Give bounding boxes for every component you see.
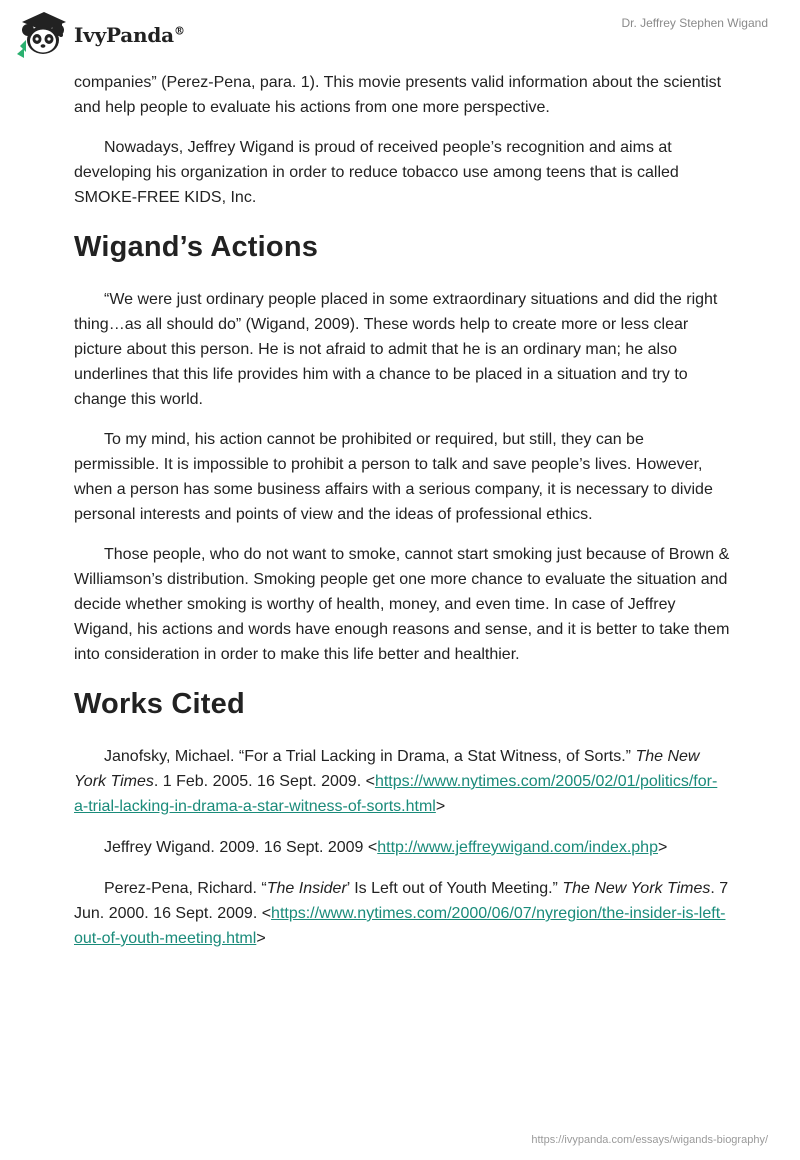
running-title: Dr. Jeffrey Stephen Wigand — [621, 16, 768, 30]
footer-source-url: https://ivypanda.com/essays/wigands-biography/ — [531, 1134, 768, 1146]
citation-link-janofsky[interactable]: https://www.nytimes.com/2005/02/01/politics/for-a-trial-lacking-in-drama-a-star-witness-of-sorts.html — [74, 773, 718, 815]
citation-janofsky: Janofsky, Michael. “For a Trial Lacking in Drama, a Stat Witness, of Sorts.” The New York Times. 1 Feb. 2005. 16 Sept. 2009. <https://www.nytimes.com/2005/02/01/politics/for-a-trial-lacking-in-drama-a-star-witness-of-sorts.html> — [74, 748, 718, 815]
ivypanda-logo[interactable] — [14, 8, 185, 58]
paragraph-actions-1: “We were just ordinary people placed in some extraordinary situations and did the right thing…as all should do” (Wigand, 2009). These words help to create more or less clear picture about this person. He is not afraid to admit that he is an ordinary man; he also underlines that this life provides him with a chance to be placed in a situation and try to change this world. — [74, 291, 718, 408]
logo-wordmark: IvyPanda® — [74, 23, 185, 47]
panda-graduate-icon — [14, 8, 70, 58]
paragraph-actions-3: Those people, who do not want to smoke, cannot start smoking just because of Brown & Williamson’s distribution. Smoking people get one more chance to evaluate the situation and decide whether smoking is worthy of health, money, and even time. In case of Jeffrey Wigand, his actions and words have enough reasons and sense, and it is better to take them into consideration in order to make this life better and healthier. — [74, 546, 730, 663]
heading-wigands-actions: Wigand’s Actions — [74, 231, 319, 263]
essay-content — [74, 70, 730, 967]
citation-link-perez-pena[interactable]: https://www.nytimes.com/2000/06/07/nyregion/the-insider-is-left-out-of-youth-meeting.html — [74, 905, 726, 947]
paragraph-actions-2: To my mind, his action cannot be prohibited or required, but still, they can be permissible. It is impossible to prohibit a person to talk and save people’s lives. However, when a person has some business affairs with a serious company, it is necessary to divide personal interests and points of view and the ideas of professional ethics. — [74, 431, 713, 523]
page-header — [0, 0, 800, 62]
citation-perez-pena: Perez-Pena, Richard. “The Insider’ Is Left out of Youth Meeting.” The New York Times. 7 Jun. 2000. 16 Sept. 2009. <https://www.nytimes.com/2000/06/07/nyregion/the-insider-is-left-out-of-youth-meeting.html> — [74, 880, 729, 947]
paragraph-recognition: Nowadays, Jeffrey Wigand is proud of received people’s recognition and aims at developing his organization in order to reduce tobacco use among teens that is called SMOKE-FREE KIDS, Inc. — [74, 139, 679, 206]
heading-works-cited: Works Cited — [74, 688, 245, 720]
citation-link-jeffreywigand[interactable]: http://www.jeffreywigand.com/index.php — [377, 839, 658, 856]
paragraph-continued: companies” (Perez-Pena, para. 1). This movie presents valid information about the scientist and help people to evaluate his actions from one more perspective. — [74, 74, 722, 116]
citation-jeffrey-wigand: Jeffrey Wigand. 2009. 16 Sept. 2009 <http://www.jeffreywigand.com/index.php> — [104, 839, 668, 856]
